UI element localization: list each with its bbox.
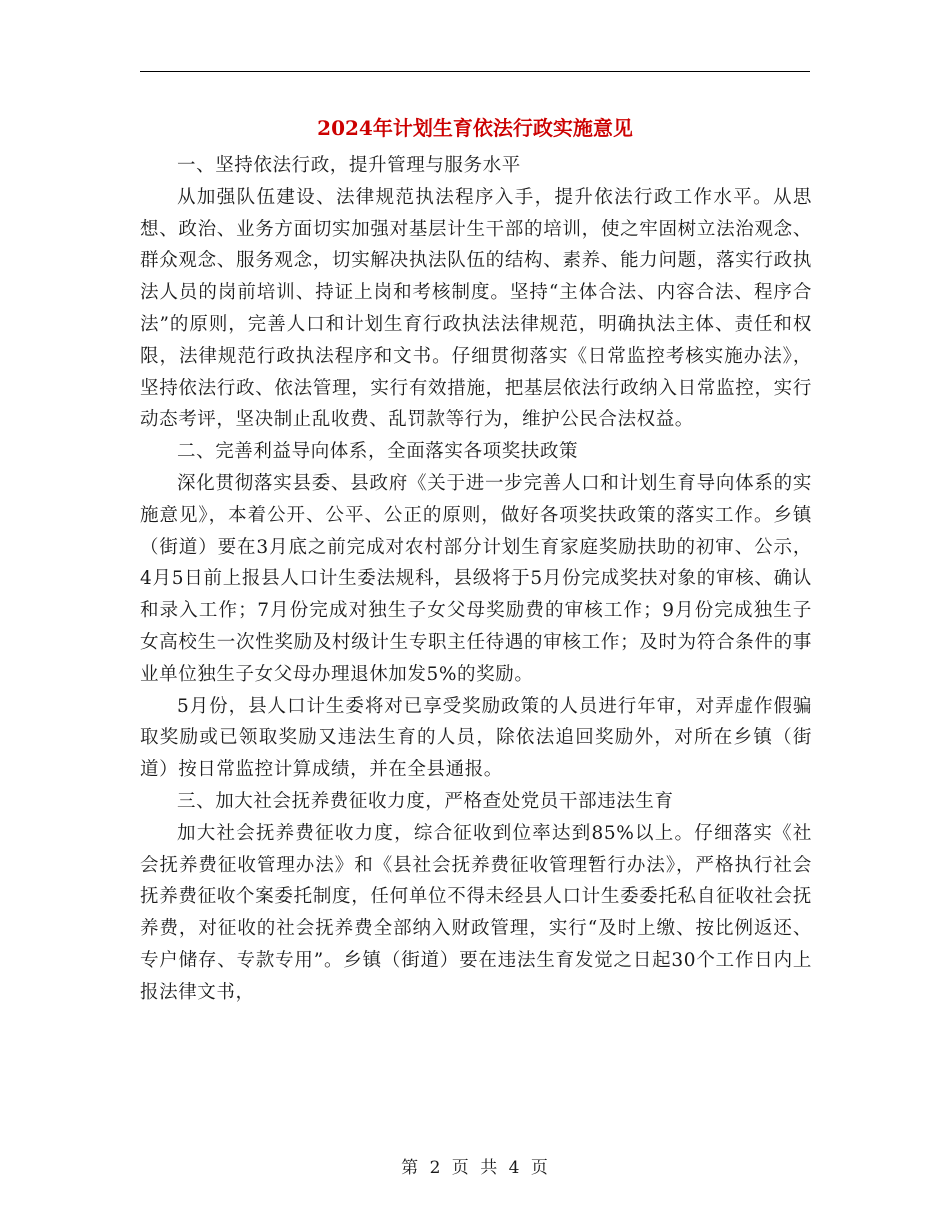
document-body <box>140 150 812 1009</box>
page-number: 第 2 页 共 4 页 <box>401 1158 549 1178</box>
section-heading-1: 一、坚持依法行政，提升管理与服务水平 <box>177 155 521 176</box>
document-title: 2024年计划生育依法行政实施意见 <box>317 116 633 140</box>
section-heading-3: 三、加大社会抚养费征收力度，严格查处党员干部违法生育 <box>177 790 674 812</box>
paragraph: 从加强队伍建设、法律规范执法程序入手，提升依法行政工作水平。从思想、政治、业务方面切实加强对基层计生干部的培训，使之牢固树立法治观念、群众观念、服务观念，切实解决执法队伍的结构、素养、能力问题，落实行政执法人员的岗前培训、持证上岗和考核制度。坚持“主体合法、内容合法、程序合法”的原则，完善人口和计划生育行政执法法律规范，明确执法主体、责任和权限，法律规范行政执法程序和文书。仔细贯彻落实《日常监控考核实施办法》，坚持依法行政、依法管理，实行有效措施，把基层依法行政纳入日常监控，实行动态考评，坚决制止乱收费、乱罚款等行为，维护公民合法权益。 <box>140 186 812 431</box>
section-heading-2: 二、完善利益导向体系，全面落实各项奖扶政策 <box>177 441 579 463</box>
paragraph: 加大社会抚养费征收力度，综合征收到位率达到85%以上。仔细落实《社会抚养费征收管理办法》和《县社会抚养费征收管理暂行办法》，严格执行社会抚养费征收个案委托制度，任何单位不得未经县人口计生委委托私自征收社会抚养费，对征收的社会抚养费全部纳入财政管理，实行“及时上缴、按比例返还、专户储存、专款专用”。乡镇（街道）要在违法生育发觉之日起30个工作日内上报法律文书， <box>140 822 812 1003</box>
paragraph: 5月份，县人口计生委将对已享受奖励政策的人员进行年审，对弄虚作假骗取奖励或已领取奖励又违法生育的人员，除依法追回奖励外，对所在乡镇（街道）按日常监控计算成绩，并在全县通报。 <box>140 695 812 781</box>
paragraph: 深化贯彻落实县委、县政府《关于进一步完善人口和计划生育导向体系的实施意见》，本着公开、公平、公正的原则，做好各项奖扶政策的落实工作。乡镇（街道）要在3月底之前完成对农村部分计划生育家庭奖励扶助的初审、公示，4月5日前上报县人口计生委法规科，县级将于5月份完成奖扶对象的审核、确认和录入工作；7月份完成对独生子女父母奖励费的审核工作；9月份完成独生子女高校生一次性奖励及村级计生专职主任待遇的审核工作；及时为符合条件的事业单位独生子女父母办理退休加发5%的奖励。 <box>140 472 812 685</box>
header-rule <box>140 71 810 72</box>
